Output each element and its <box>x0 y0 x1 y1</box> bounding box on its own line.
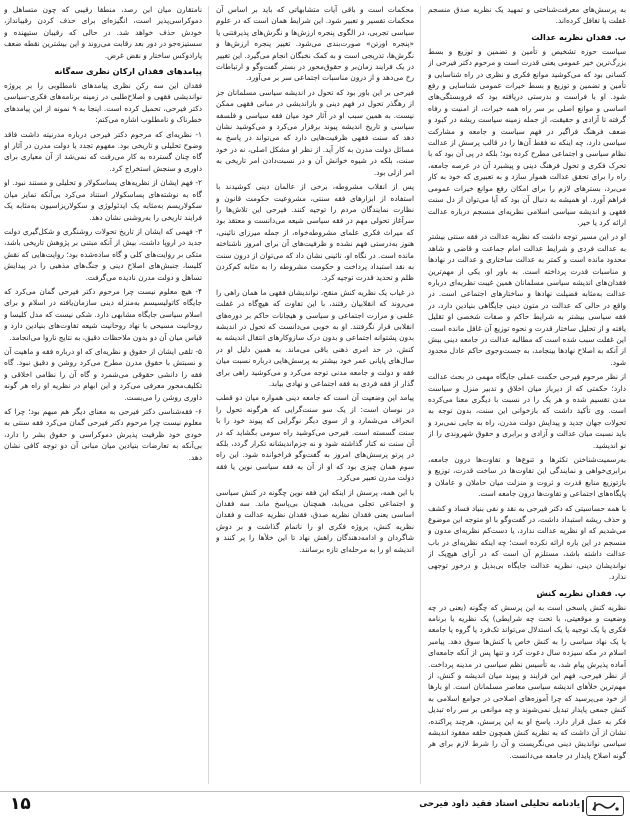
paragraph: ۴- هیچ معلوم نیست چرا مرحوم دکتر فیرحی گمان می‌کرد که جایگاه کاتولیسیسم به‌منزله دینی سازمان‌یافته در اسلام و برای اسلام سیاسی جایگاه مشابهی دارد. شکی نیست که مدل کلیسا و روحانیت مسیحی با نهاد روحانیت شیعه تفاوت‌های بنیادین دارد و قیاس میان آن دو بدون ملاحظات دقیق، به نتایج ناروا می‌انجامد. <box>4 286 202 342</box>
paragraph: با این همه، پرسش از اینکه این فقه نوین چگونه در کنش سیاسی و اجتماعی تجلی می‌یابد، همچنان بی‌پاسخ ماند. سه فقدان اساسی یعنی فقدان نظریه صدق، فقدان نظریه عدالت و فقدان نظریه کنش، پروژه فکری او را ناتمام گذاشت و بر دوش شاگردان و ادامه‌دهندگان راهش نهاد تا این خلأها را پر کنند و اندیشه او را به مرحله‌ای تازه برسانند. <box>216 487 414 554</box>
publication-title: یادنامه تحلیلی استاد فقید داود فیرحی <box>419 799 580 809</box>
paragraph: فقدان این سه رکن نظری پیامدهای نامطلوبی را بر پروژه نواندیشی فقهی و اصلاح‌طلبی در زمینه برنامه‌های فکری-سیاسی دکتر فیرحی، تحمیل کرده است. اینجا به ۹ نمونه از این پیامدهای خطرناک و نامطلوب اشاره می‌کنم: <box>4 81 202 125</box>
paragraph: نظریه کنش پاسخی است به این پرسش که چگونه (یعنی در چه وضعیت و موقعیتی، با تحت چه شرایطی) یک نظریه یا برنامه فکری یا یک توجیه یا یک استدلال می‌تواند تک‌فرد یا گروه یا جامعه یا یک نهاد سیاسی را به کنش خاص یا کنش‌ها سوق دهد. پیامبر اسلام در مکه سیزده سال دعوت کرد و تنها پس از آنکه جامعه‌ای آماده پذیرش پیام شد، به تأسیس نظم سیاسی در مدینه پرداخت. از نظر فیرحی، فهم این فرایند و پیوند میان اندیشه و کنش، از مهم‌ترین خلأهای اندیشه سیاسی معاصر مسلمانان است. او بارها از خود می‌پرسید که چرا آموزه‌های اصلاحی در جوامع اسلامی به کنش جمعی پایدار تبدیل نمی‌شوند و چه موانعی بر سر راه تبدیل فکر به عمل قرار دارد. پاسخ او به این پرسش، هرچند پراکنده، نشان از آن داشت که به نظریه کنش همچون حلقه مفقود اندیشه سیاسی نواندیش دینی می‌نگریست و آن را شرط لازم برای هر گونه اصلاح پایدار در جامعه می‌دانست. <box>428 602 626 760</box>
logo-mark-icon <box>586 796 624 816</box>
paragraph: او در این مسیر توجه داشت که نظریه عدالت در فقه سنتی بیشتر به عدالت فردی و شرایط عدالت امام جماعت و قاضی و شاهد محدود مانده است و کمتر به عدالت ساختاری و عدالت در نهادها و مناسبات قدرت پرداخته است. به باور او، یکی از مهم‌ترین فقدان‌های اندیشه سیاسی مسلمانان همین غیبت نظریه‌ای درباره عدالت به‌مثابه فضیلت نهادها و ساختارهای اجتماعی است. در واقع در حالی که عدالت در متون دینی جایگاهی بنیادین دارد، در فقه سیاسی بیشتر به شرایط حاکم و صفات شخصی او تقلیل یافته و از تحلیل ساختار قدرت و نحوه توزیع آن غافل مانده است. این غفلت سبب شده است که مطالبه عدالت در جامعه دینی بیش از آنکه به اصلاح نهادها بینجامد، به جست‌وجوی حاکم عادل محدود شود. <box>428 232 626 367</box>
paragraph: ۳- فهمی که ایشان از تاریخ تحولات روشنگری و شکل‌گیری دولت جدید در اروپا داشت، بیش از آنکه مبتنی بر پژوهش تاریخی باشد، متکی بر روایت‌های کلی و گاه ساده‌شده بود؛ روایت‌هایی که نقش کلیسا، جنبش‌های اصلاح دینی و جنگ‌های مذهبی را در پیدایش تساهل و دولت مدرن نادیده می‌گرفت. <box>4 226 202 282</box>
paragraph: از نظر مرحوم فیرحی حکمت عملی جایگاه مهمی در بحث عدالت دارد؛ حکمتی که از دیرباز میان اخلاق و تدبیر منزل و سیاست مدن تقسیم شده و هر یک را در نسبت با دیگری معنا می‌کرده است. وی تأکید داشت که بازخوانی این سنت، بدون توجه به تحولات جهان جدید و پیدایش دولت مدرن، راه به جایی نمی‌برد و باید نسبت میان عدالت و آزادی و برابری و حقوق شهروندی را از نو اندیشید. <box>428 372 626 450</box>
section-heading: پ. فقدان نظریه کنش <box>536 587 626 598</box>
paragraph: به‌رسمیت‌شناختن تکثرها و تنوع‌ها و تفاوت‌ها درون جامعه، برابری‌خواهی و نمایندگی این تفاوت‌ها در ساخت قدرت، توزیع و بازتوزیع منابع قدرت و ثروت و منزلت میان حاملان و عاملان و پایگاه‌های اجتماعی و تفاوت‌ها درون جامعه است. <box>428 455 626 499</box>
column-divider <box>420 6 421 784</box>
paragraph: ۲- فهم ایشان از نظریه‌های پساسکولار و تحلیلی و مستند نبود. او گاه به نوشته‌های پساسکولار استناد می‌کرد بی‌آنکه تمایز میان سکولاریسم به‌مثابه یک ایدئولوژی و سکولاریزاسیون به‌مثابه یک فرایند تاریخی را به‌روشنی نشان دهد. <box>4 178 202 222</box>
paragraph: ۵- تلقی ایشان از حقوق و نظریه‌ای که او درباره فقه و ماهیت آن و نسبتش با حقوق مدرن مطرح می‌کرد روشن و دقیق نبود. گاه فقه را دانشی حقوقی می‌شمرد و گاه آن را نظامی اخلاقی و تکلیف‌محور معرفی می‌کرد و این ابهام در نظریه او راه هر گونه داوری روشن را می‌بست. <box>4 346 202 402</box>
text-column-middle <box>216 4 414 786</box>
paragraph: در غیاب یک نظریه کنش منقح، نواندیشان فقهی ما همان راهی را می‌روند که انقلابیان رفتند، با این تفاوت که هیچ‌گاه در غفلت علمی و مرارت اجتماعی و سیاسی و هیجانات حاکم بر دوره‌های انقلابی قرار نگرفتند. او به خوبی می‌دانست که تحول در اندیشه بدون پشتوانه اجتماعی و بدون درک سازوکارهای انتقال اندیشه به کنش، در حد امری ذهنی باقی می‌ماند. به همین دلیل او در سال‌های پایانی عمر خود بیشتر به پرسش‌هایی درباره نسبت میان فقه و دولت و جامعه مدنی توجه می‌کرد و می‌کوشید راهی برای گذار از فقه فردی به فقه اجتماعی و نهادی بیابد. <box>216 287 414 388</box>
magazine-logo <box>586 795 624 817</box>
paragraph: به پرسش‌های معرفت‌شناختی و تمهید یک نظریه صدق منسجم غفلت یا تغافل کرده‌اند. <box>428 5 626 26</box>
section-heading: پیامدهای فقدان ارکان نظری سه‌گانه <box>54 66 202 77</box>
page-number: ۱۵ <box>10 794 31 814</box>
page-footer <box>0 791 630 820</box>
text-column-right <box>428 4 626 786</box>
footer-divider <box>582 800 584 812</box>
paragraph: سیاست حوزه تشخیص و تأمین و تضمین و توزیع و بسط بزرگ‌ترین خیر عمومی یعنی قدرت است و مرحوم دکتر فیرحی از کسانی بود که می‌کوشید موانع فکری و نظری در راه شناسایی و تأمین و تضمین و توزیع و بسط خیرات عمومی شناسایی و رفع شود. او با فراست و بدرستی دریافته بود که فروبستگی‌های اساسی و موانع اصلی بر سر راه همه خیرات، از امنیت و رفاه گرفته تا آزادی و حقیقت، از جمله زمینه سیاست ریشه در کبود و ضعف فرهنگ فراگیر در فهم سیاست و جامعه و مشارکت سیاسی دارد، چه اینکه نه فقط آن‌ها را در قالب پرسش از عدالت نظام سیاسی و اجتماعی مطرح کرده بود؛ بلکه در پی آن بود که با تحرک فکری و تحول فرهنگ دینی و پیشبرد آن در عرصه جامعه، راه را برای تحقق عدالت هموار سازد و به تعبیری که خود به کار می‌برد، بسترهای لازم را برای امکان رفع موانع خیرات عمومی فراهم آورد. او همیشه به دنبال آن بود که آیا می‌توان از دل سنت فقهی و اندیشه سیاسی اسلامی نظریه‌ای منسجم درباره عدالت ارائه کرد یا خیر. <box>428 46 626 227</box>
text-column-left <box>4 4 202 786</box>
paragraph: نامتقارن میان این رصد، منطقا رقیبی که چون متساهل و دموکراسی‌پذیر است، انگیزه‌ای برای حذف کردن رقیبانداز، خودش حذف خواهد شد. در حالی که رقیبان ستیهنده و سستیزه‌جو در دور بعد رقابت می‌روند و این بیشترین نقطه ضعف پارادوکس ساختار و نقض غرض. <box>4 5 202 60</box>
paragraph: با همه حساسیتی که دکتر فیرحی به نقد و نفی بنیاد فساد و کشف و حذف ریشه استبداد داشت، در گفت‌وگو با او متوجه این موضوع می‌شدیم که او نظریه عدالت ندارد، یا دست‌کم نظریه‌ای مدون و منسجم در این باره ارائه نکرده است؛ چه اینکه نظریه‌ای در باب عدالت داشته باشد، مستلزم آن است که در آرای هیچ‌یک از نواندیشان دینی، نظریه عدالت جایگاه بی‌بدیل و درخور توجهی ندارد. <box>428 503 626 582</box>
section-heading: ب. فقدان نظریه عدالت <box>531 31 626 42</box>
paragraph: ۱- نظریه‌ای که مرحوم دکتر فیرحی درباره مدرنیته داشت فاقد وضوح تحلیلی و تاریخی بود. مفهوم تجدد یا دولت مدرن در آثار او گاه چنان گسترده به کار می‌رفت که نمی‌شد از آن معیاری برای داوری و سنجش استخراج کرد. <box>4 129 202 173</box>
paragraph: پس از انقلاب مشروطه، برخی از عالمان دینی کوشیدند با استفاده از ابزارهای فقه سنتی، مشروعیت حکومت قانون و نظارت نمایندگان مردم را توجیه کنند. فیرحی این تلاش‌ها را سرآغاز تحولی مهم در فقه سیاسی شیعه می‌دانست و معتقد بود که میراث فکری علمای مشروطه‌خواه، از جمله میرزای نائینی، هنوز به‌درستی فهم نشده و ظرفیت‌های آن برای امروز ناشناخته مانده است. در نگاه او، نائینی نشان داد که می‌توان از درون سنت به نقد استبداد پرداخت و حکومت مشروطه را به مثابه کم‌کردن ظلم و تحدید قدرت توجیه کرد. <box>216 182 414 283</box>
paragraph: پیامد این وضعیت آن است که جامعه دینی همواره میان دو قطب در نوسان است: از یک سو سنت‌گرایی که هرگونه تحول را انحراف می‌شمارد و از سوی دیگر نوگرایی که پیوند خود را با سنت گسسته است. فیرحی می‌کوشید راه سومی بگشاید که در آن سنت نه کنار گذاشته شود و نه جزم‌اندیشانه تکرار گردد، بلکه در پرتو پرسش‌های امروز به گفت‌وگو فراخوانده شود. این راه سوم همان چیزی بود که او از آن به فقه سیاسی نوین یا فقه دولت مدرن تعبیر می‌کرد. <box>216 393 414 483</box>
paragraph: فیرحی بر این باور بود که تحول در اندیشه سیاسی مسلمانان جز از رهگذر تحول در فهم دینی و بازاندیشی در مبانی فقهی ممکن نیست. به همین سبب او در آثار خود میان فقه سیاسی و فلسفه سیاسی و تاریخ اندیشه پیوند برقرار می‌کرد و می‌کوشید نشان دهد که سنت فقهی ظرفیت‌هایی دارد که می‌تواند در پاسخ به مسائل دولت مدرن به کار آید. از نظر او مشکل اصلی، نه در خود سنت، بلکه در شیوه خوانش آن و در نسبت‌دادن امر تاریخی به امر ازلی بود. <box>216 87 414 177</box>
paragraph: ۶- فقه‌شناسی دکتر فیرحی به معنای دیگر هم مبهم بود؛ چرا که معلوم نیست چرا مرحوم دکتر فیرحی گمان می‌کرد فقه سنتی به خودی خود ظرفیت پذیرش دموکراسی و حقوق بشر را دارد، بی‌آنکه به تعارضات بنیادین میان مبانی آن دو توجه کافی نشان دهد. <box>4 407 202 462</box>
column-divider <box>208 6 209 784</box>
paragraph: محکمات است و باقی آیات متشابهاتی که باید بر اساس آن محکمات تفسیر و تعبیر شود. این شرایط همان است که در علوم سیاسی تجربی، در الگوی پنجره ارزش‌ها و نگرش‌های پذیرفتنی یا «پنجره اورتن» صورت‌بندی می‌شود. تغییر پنجره ارزش‌ها و نگرش‌ها، تدریجی است و به کمک نخبگان انجام می‌گیرد. این تغییر در یک فرایند زمان‌بر و حقوق‌محور در بستر گفت‌وگو و ارتباطات رخ می‌دهد و از درون مناسبات اجتماعی سر بر می‌آورد. <box>216 5 414 83</box>
